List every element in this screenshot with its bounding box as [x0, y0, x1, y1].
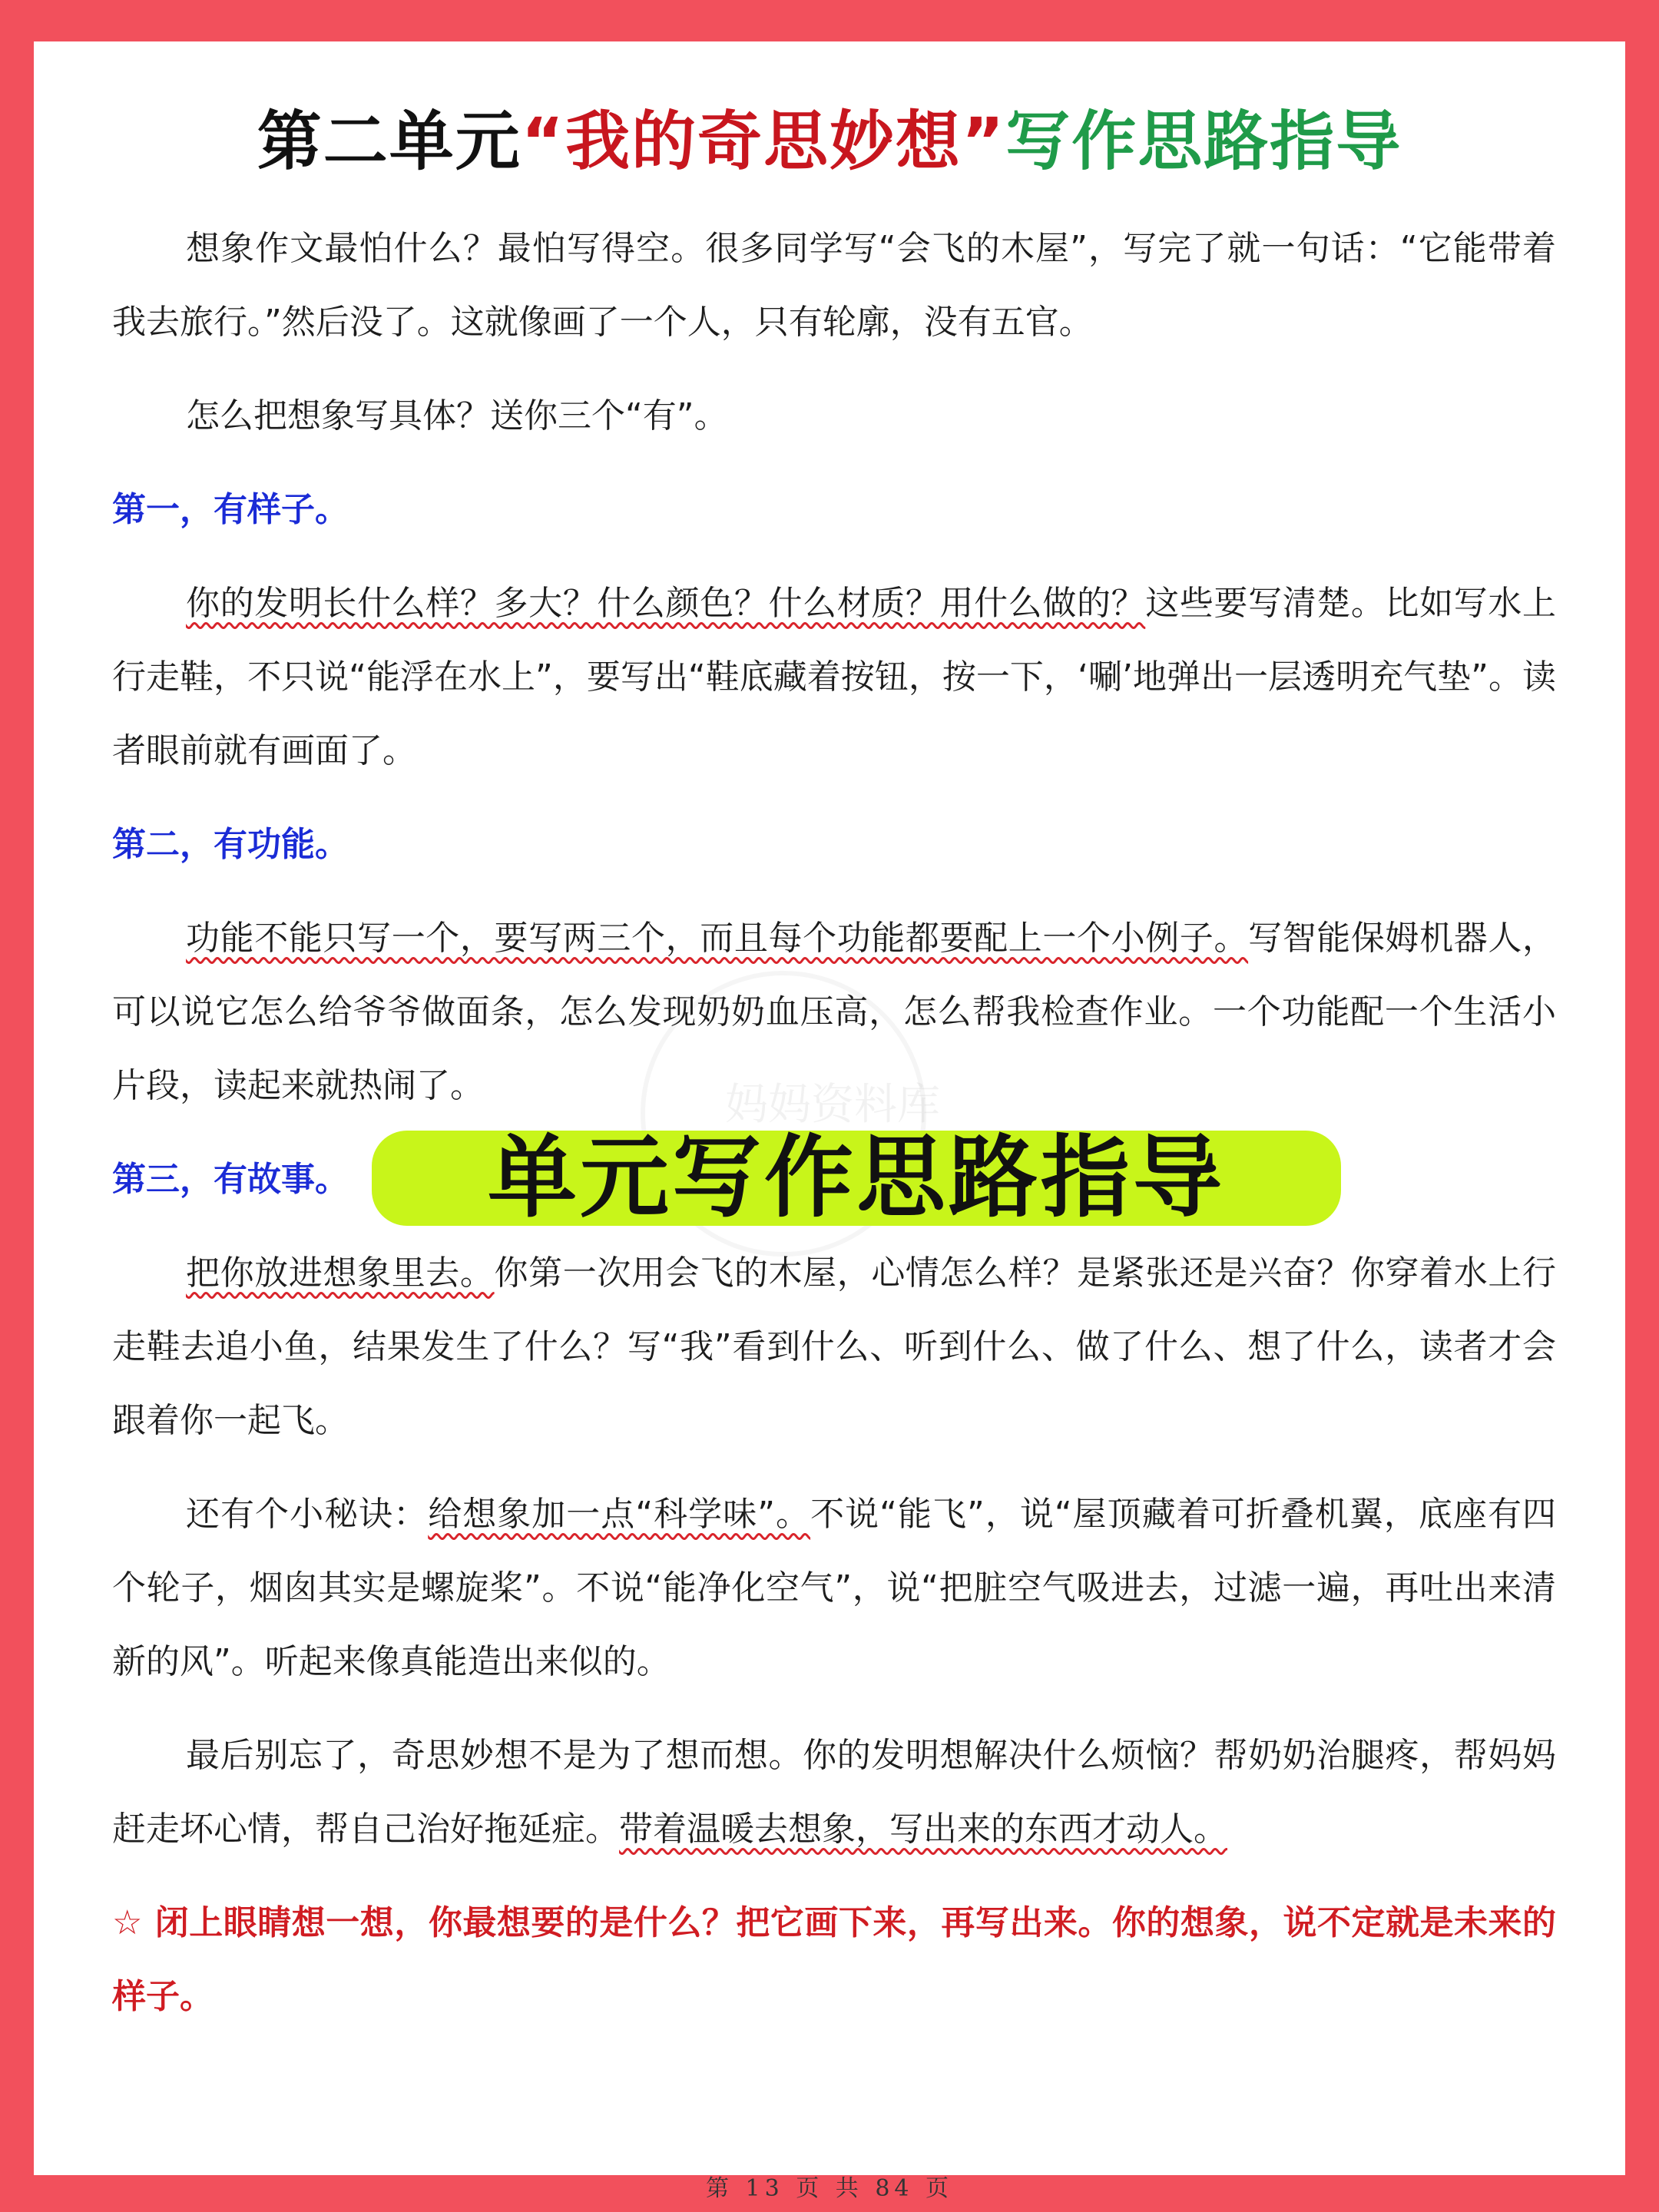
paragraph-conclusion [112, 1719, 1556, 1866]
page-footer [34, 2169, 1625, 2203]
footer-middle: 页 共 [796, 2175, 863, 2202]
footer-suffix: 页 [926, 2175, 954, 2202]
tip-paragraph: ☆ 闭上眼睛想一想，你最想要的是什么？把它画下来，再写出来。你的想象，说不定就是未来的样子。 [112, 1903, 1556, 2016]
underlined-text: 带着温暖去想象，写出来的东西才动人。 [619, 1810, 1227, 1849]
paragraph-appearance [112, 567, 1556, 788]
footer-prefix: 第 [705, 2175, 733, 2202]
title-guide: 写作思路指导 [1005, 104, 1402, 179]
paragraph-question: 怎么把想象写具体？送你三个“有”。 [186, 396, 728, 435]
footer-total-pages: 84 [875, 2175, 914, 2202]
document-page [34, 41, 1625, 2202]
footer-page-number: 13 [745, 2175, 784, 2202]
paragraph-function [112, 902, 1556, 1123]
heading-appearance: 第一，有样子。 [112, 490, 349, 529]
underlined-text: 给想象加一点“科学味”。 [428, 1495, 811, 1534]
paragraph-text: 你第一次用会飞的木屋，心情怎么样？是紧张还是兴奋？你穿着水上行走鞋去追小鱼，结果发生了什么？写“我”看到什么、听到什么、做了什么、想了什么，读者才会跟着你一起飞。 [112, 1253, 1557, 1440]
paragraph-story [112, 1237, 1556, 1458]
watermark-text: 妈妈资料库 [725, 1080, 940, 1130]
paragraph-text: 最后别忘了，奇思妙想不是为了想而想。你的发明想解决什么烦恼？帮奶奶治腿疼，帮妈妈赶走坏心情，帮自己治好拖延症。 [112, 1736, 1556, 1849]
paragraph-text: 还有个小秘诀： [186, 1495, 429, 1534]
paragraph-text: 不说“能飞”，说“屋顶藏着可折叠机翼，底座有四个轮子，烟囱其实是螺旋桨”。不说“能净化空气”，说“把脏空气吸进去，过滤一遍，再吐出来清新的风”。听起来像真能造出来似的。 [112, 1495, 1557, 1681]
page-title [34, 95, 1625, 187]
paragraph-science [112, 1478, 1556, 1699]
underlined-text: 功能不能只写一个，要写两三个，而且每个功能都要配上一个小例子。 [186, 919, 1249, 958]
overlay-banner: 单元写作思路指导 [372, 1131, 1341, 1226]
title-topic: “我的奇思妙想” [521, 104, 1006, 179]
underlined-text: 把你放进想象里去。 [186, 1253, 495, 1293]
heading-story: 第三，有故事。 [112, 1160, 349, 1199]
paragraph-text: 这些要写清楚。比如写水上行走鞋，不只说“能浮在水上”，要写出“鞋底藏着按钮，按一下，‘唰’地弹出一层透明充气垫”。读者眼前就有画面了。 [112, 584, 1557, 770]
paragraph-intro: 想象作文最怕什么？最怕写得空。很多同学写“会飞的木屋”，写完了就一句话：“它能带着我去旅行。”然后没了。这就像画了一个人，只有轮廓，没有五官。 [112, 229, 1556, 342]
paragraph-text: 写智能保姆机器人，可以说它怎么给爷爷做面条，怎么发现奶奶血压高，怎么帮我检查作业。一个功能配一个生活小片段，读起来就热闹了。 [112, 919, 1557, 1105]
underlined-text: 你的发明长什么样？多大？什么颜色？什么材质？用什么做的？ [186, 584, 1146, 623]
heading-function: 第二，有功能。 [112, 825, 349, 864]
title-unit: 第二单元 [257, 104, 522, 179]
